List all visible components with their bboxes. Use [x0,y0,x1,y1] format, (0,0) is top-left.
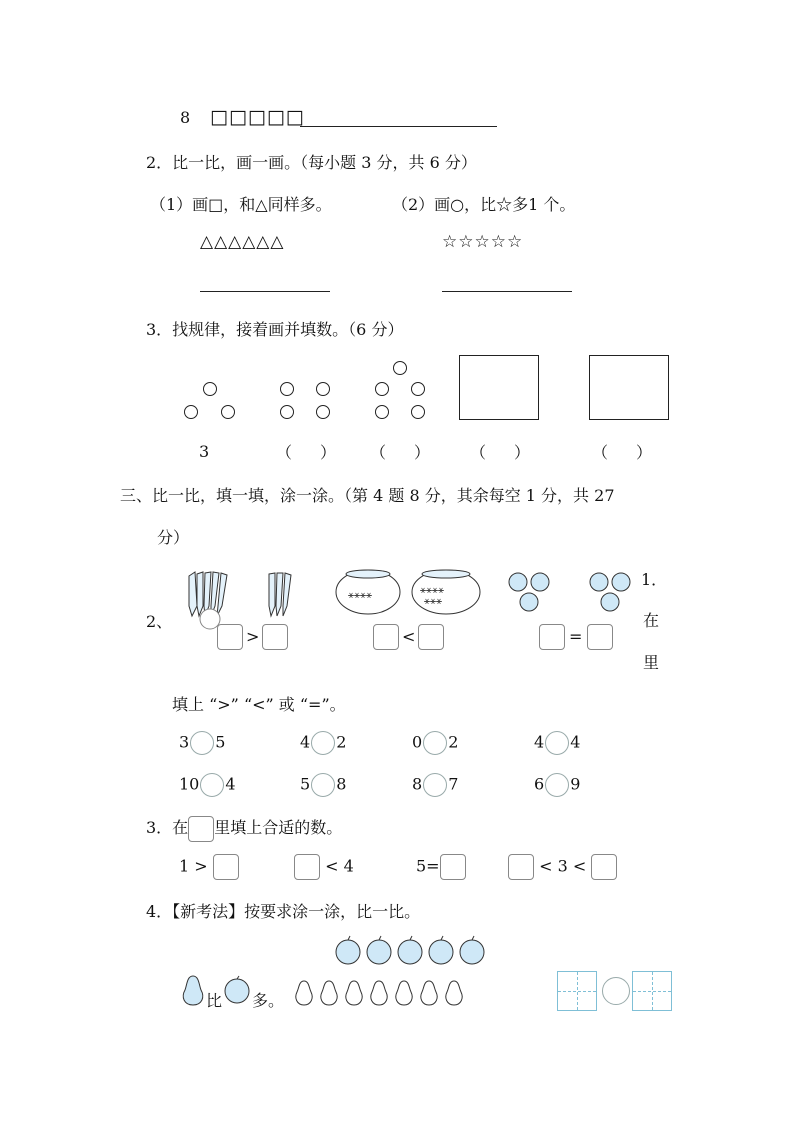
q2-answer-line-2[interactable] [442,291,572,292]
fill-box[interactable] [591,854,617,880]
box-symbol [188,816,214,842]
compare-circle[interactable] [423,731,447,755]
q3-first-value: 3 [199,442,210,461]
pattern-dot [221,405,235,419]
pencil-icon [283,573,291,616]
pattern-dot [280,382,294,396]
p2-number: 2、 [146,612,173,631]
fill-box[interactable] [294,854,320,880]
apple-icon [612,573,630,591]
triangles-row: △△△△△△ [200,232,285,252]
p3-title: 3．在 里填上合适的数。 [146,815,342,842]
apple-icon [398,940,422,964]
pattern-dot [316,405,330,419]
compare-circle[interactable] [200,773,224,797]
side-text-2: 在 [643,611,660,630]
comparison-item: 4 4 [534,731,580,755]
pears-row [292,978,472,1008]
compare-box-1b[interactable] [262,624,288,650]
pattern-dot [375,382,389,396]
compare-circle[interactable] [545,773,569,797]
apple-icon [429,940,453,964]
fishbowl-icon [336,570,400,614]
q2-part1: （1）画□，和△同样多。 [150,195,332,214]
fill-box[interactable] [440,854,466,880]
pear-icon [178,973,208,1007]
svg-text:⚹⚹⚹⚹: ⚹⚹⚹⚹ [420,585,444,596]
compare-box-2a[interactable] [373,624,399,650]
drawing-box-1[interactable] [459,355,539,420]
comparison-item: 8 7 [412,773,458,797]
answer-grid-box-1[interactable] [557,971,597,1011]
p3-expr-3: 5= [416,854,466,880]
apple-icon [367,940,391,964]
pattern-dot [411,405,425,419]
comparison-item: 3 5 [179,731,225,755]
side-text-1: 1． [641,570,668,589]
apple-icon [590,573,608,591]
comparison-item: 10 4 [179,773,236,797]
p4-duo: 多。 [252,991,285,1010]
q3-title: 3．找规律，接着画并填数。（6 分） [146,320,404,339]
pear-icon [296,981,312,1005]
q3-blank-1[interactable]: （ ） [276,443,336,462]
apple-icon [531,573,549,591]
pattern-dot [184,405,198,419]
apple-icon [601,593,619,611]
apple-icon [460,940,484,964]
compare-box-3b[interactable] [587,624,613,650]
pattern-dot [411,382,425,396]
compare-box-2b[interactable] [418,624,444,650]
pear-icon [371,981,387,1005]
pattern-dot [280,405,294,419]
stars-row: ☆☆☆☆☆ [442,232,524,252]
compare-circle[interactable] [311,731,335,755]
compare-box-1a[interactable] [217,624,243,650]
q2-answer-line-1[interactable] [200,291,330,292]
pear-icon [321,981,337,1005]
fill-box[interactable] [508,854,534,880]
fill-symbols-instruction: 填上 “>” “<” 或 “=”。 [172,695,346,714]
q2-title: 2．比一比，画一画。（每小题 3 分，共 6 分） [146,153,477,172]
comparison-item: 5 8 [300,773,346,797]
pear-icon [346,981,362,1005]
svg-text:⚹⚹⚹⚹: ⚹⚹⚹⚹ [348,590,372,601]
q3-blank-2[interactable]: （ ） [370,443,430,462]
top-number: 8 [180,108,191,127]
apple-icon [222,975,252,1005]
pencil-icon [189,572,197,616]
comparison-item: 4 2 [300,731,346,755]
fishbowl-icon [412,570,480,614]
pencils-illustration [186,568,306,630]
answer-grid-box-2[interactable] [632,971,672,1011]
comparison-item: 0 2 [412,731,458,755]
op-lt: < [402,627,416,646]
compare-box-3a[interactable] [539,624,565,650]
apple-icon [520,593,538,611]
top-answer-line[interactable] [300,126,497,127]
pencil-icon [197,572,203,616]
apples-illustration [500,568,640,620]
answer-circle[interactable] [602,977,630,1005]
pencil-icon [269,573,275,616]
pattern-dot [316,382,330,396]
compare-circle[interactable] [545,731,569,755]
fill-box[interactable] [213,854,239,880]
p3-expr-2: < 4 [294,854,354,880]
pencil-icon [276,573,283,616]
q2-part2: （2）画○，比☆多1 个。 [392,195,576,214]
pattern-dot [375,405,389,419]
section3-title-line2: 分） [157,528,190,547]
fishbowls-illustration [334,566,484,618]
q3-blank-3[interactable]: （ ） [470,443,530,462]
apple-icon [509,573,527,591]
q3-blank-4[interactable]: （ ） [592,443,652,462]
p4-title: 4．【新考法】按要求涂一涂，比一比。 [146,902,421,921]
pattern-dot [393,361,407,375]
p3-expr-1: 1 > [179,854,239,880]
side-text-3: 里 [643,653,660,672]
section3-title-line1: 三、比一比，填一填，涂一涂。（第 4 题 8 分，其余每空 1 分，共 27 [120,486,615,505]
comparison-item: 6 9 [534,773,580,797]
p4-bi: 比 [206,991,223,1010]
compare-circle[interactable] [311,773,335,797]
apples-row [330,934,490,968]
compare-circle[interactable] [190,731,214,755]
p3-expr-4: < 3 < [508,854,617,880]
svg-text:⚹⚹⚹: ⚹⚹⚹ [424,596,442,607]
apple-icon [336,940,360,964]
pattern-dot [203,382,217,396]
pear-icon [421,981,437,1005]
pear-icon [396,981,412,1005]
op-eq: = [569,627,583,646]
drawing-box-2[interactable] [589,355,669,420]
op-gt: > [246,627,260,646]
compare-circle[interactable] [423,773,447,797]
top-boxes: □□□□□ [210,106,305,128]
pear-icon [446,981,462,1005]
